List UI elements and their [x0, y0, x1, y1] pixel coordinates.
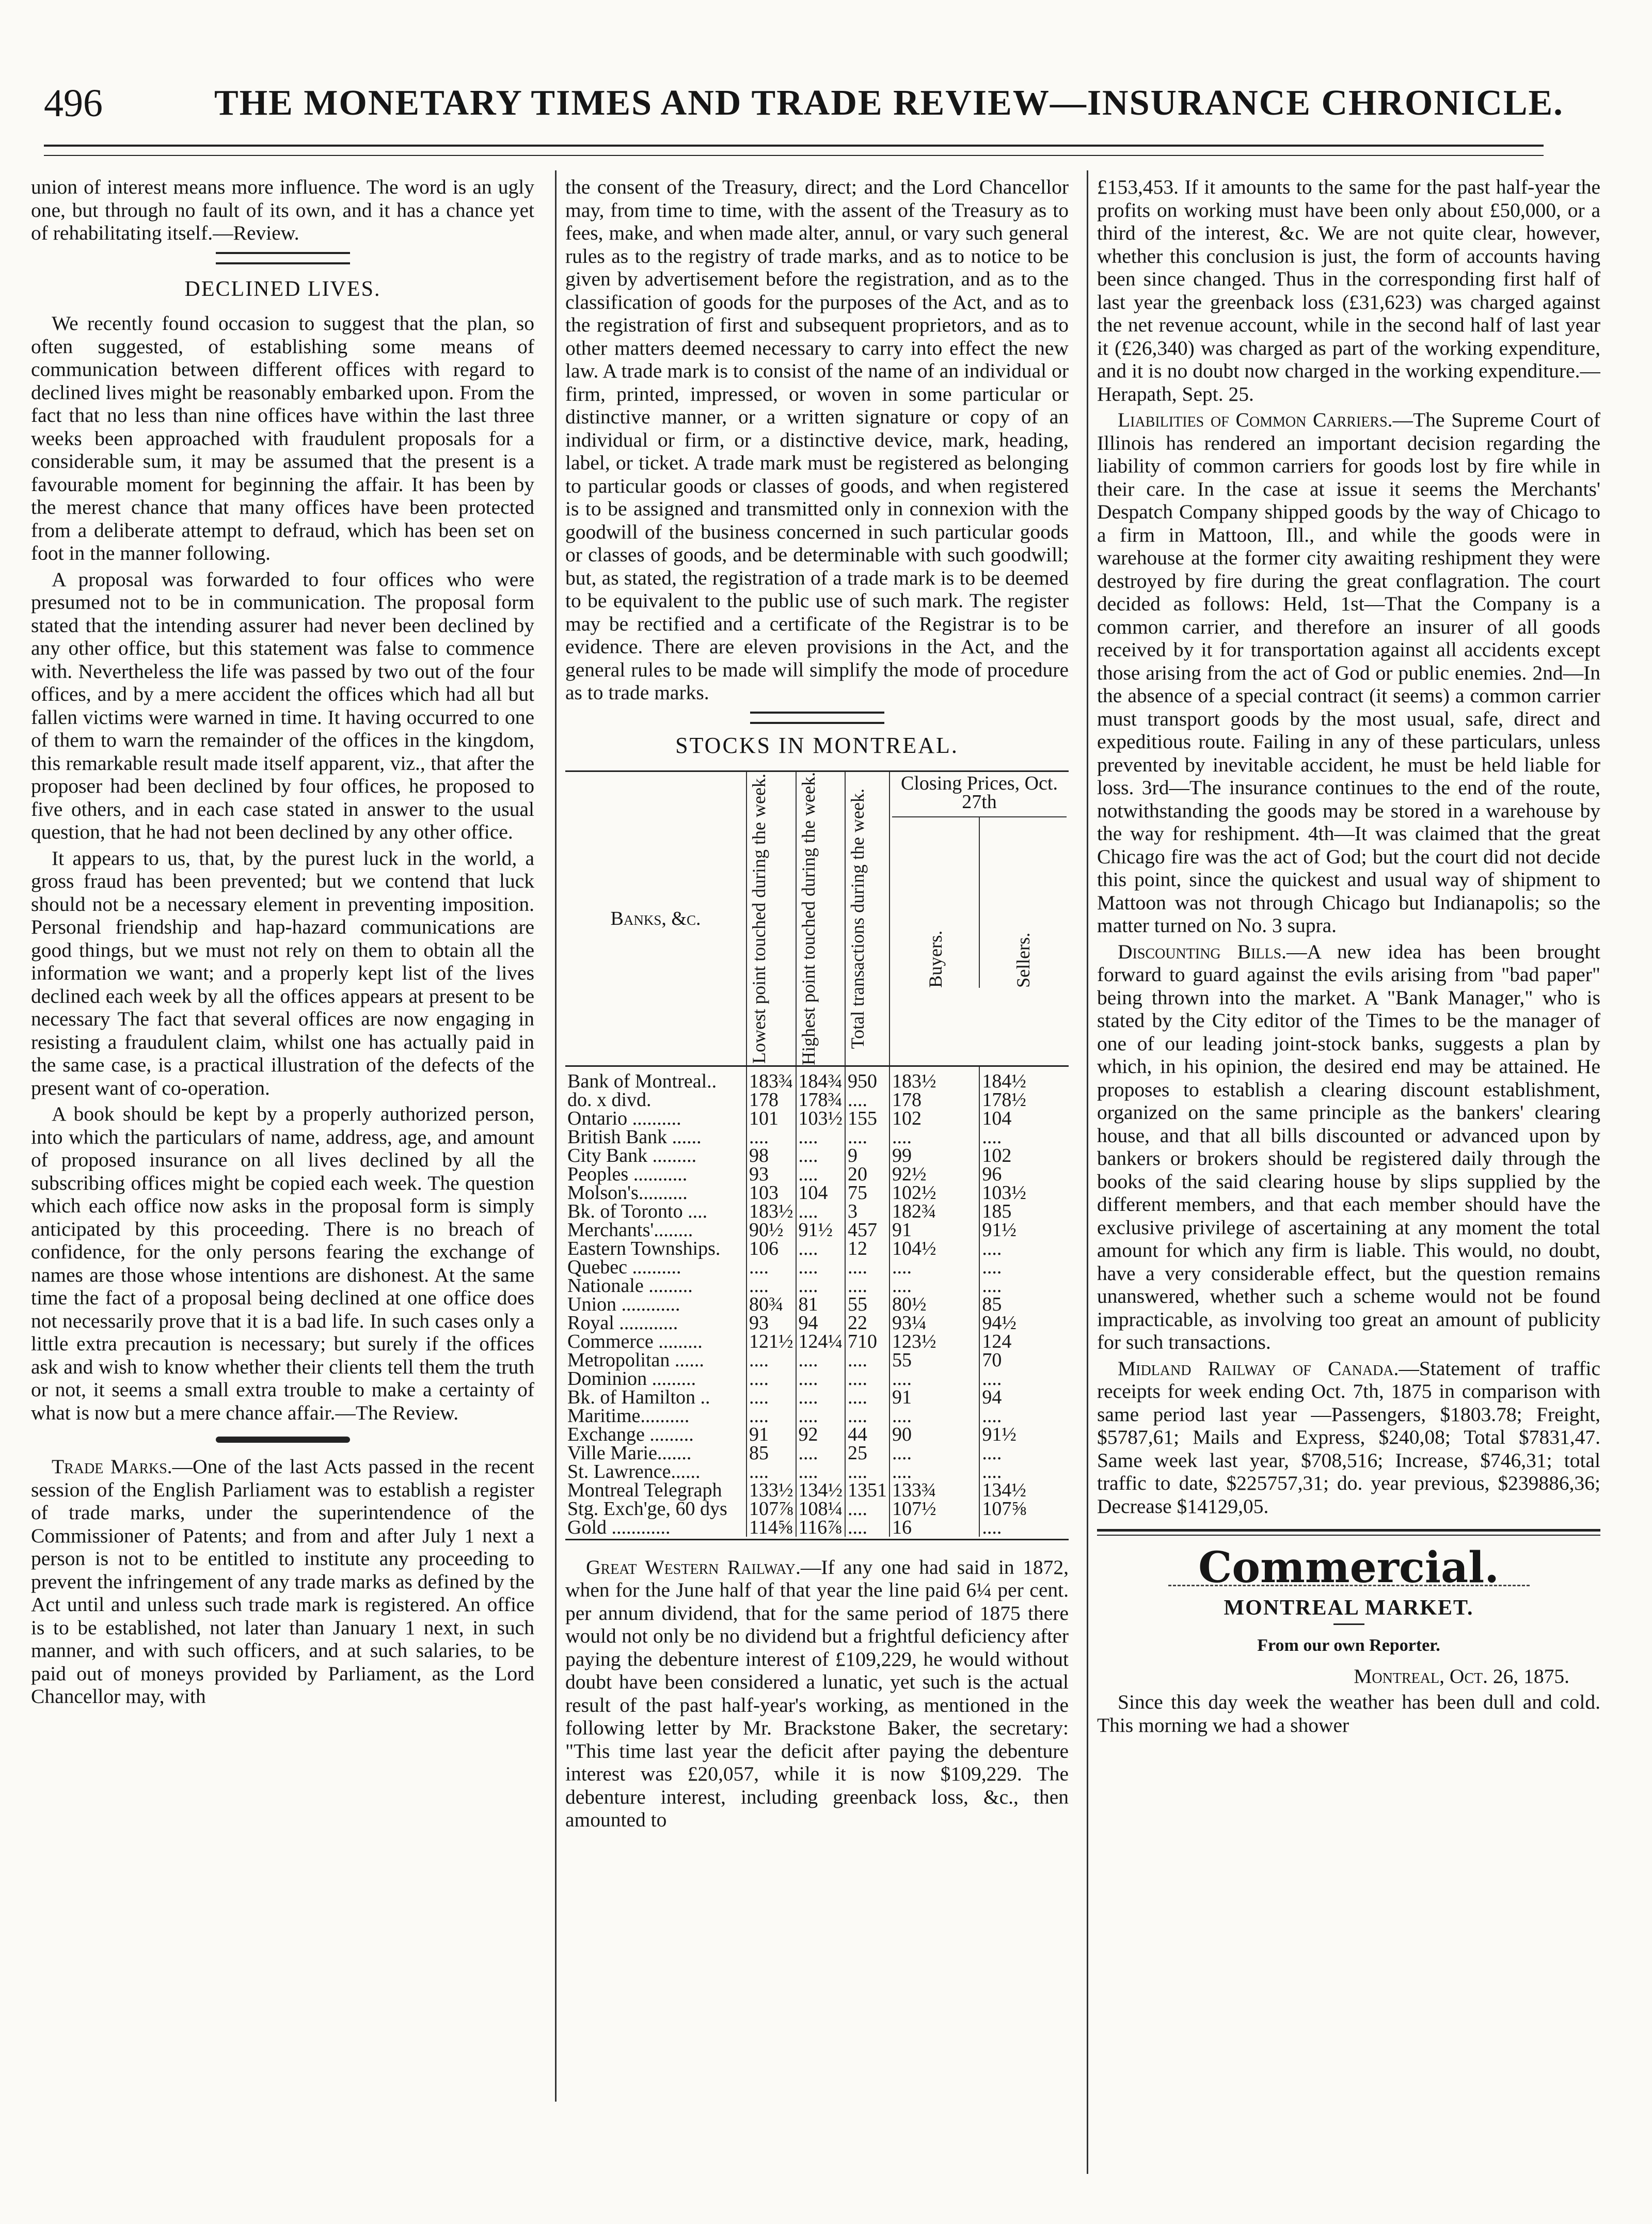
cell-high: .... [796, 1369, 846, 1388]
paragraph-text: —The Supreme Court of Illinois has rendered an important decision regarding the liability of common carriers for goods lost by fire while in their care. In the case at issue it seems the Merchants' Despatch Company shipped goods by the way of Chicago to a firm in Mattoon, Ill., and while the goods were in warehouse at the former city awaiting reshipment they were destroyed by fire during the great conflagration. The court decided as follows: Held, 1st—That the Company is a common carrier, and therefore an insurer of all goods received by it for transportation against all accidents except those arising from the act of God or public enemies. 2nd—In the absence of a special contract (it seems) a common carrier must transport goods by the most usual, safe, direct and expeditious route. Failing in any of these particulars, unless prevented by inevitable accident, he must be held liable for loss. 3rd—The insurance continues to the end of the route, notwithstanding the goods may be stored in a warehouse by the way for reshipment. 4th—It was claimed that the great Chicago fire was the act of God; but the court did not decide this point, since the quickest and usual way of shipment to Mattoon was not through Chicago but Indianapolis; so the matter turned on No. 3 supra. [1097, 408, 1600, 937]
cell-low: 107⅞ [746, 1500, 796, 1518]
running-title: THE MONETARY TIMES AND TRADE REVIEW—INSURANCE CHRONICLE. [214, 83, 1564, 123]
table-row [565, 1518, 1069, 1537]
table-row [565, 1165, 1069, 1184]
section-ornament [216, 252, 350, 264]
cell-sell: 103½ [979, 1184, 1069, 1202]
run-in-heading: Trade Marks. [52, 1455, 172, 1478]
cell-high: 103½ [796, 1109, 846, 1128]
header-closing: Closing Prices, Oct. 27th [892, 772, 1067, 817]
cell-high: .... [796, 1351, 846, 1369]
header-lowest: Lowest point touched during the week. [749, 774, 769, 1064]
section-ornament [750, 712, 884, 724]
cell-name: Ville Marie....... [567, 1442, 692, 1464]
table-row [565, 1202, 1069, 1221]
column-middle [565, 176, 1069, 2102]
cell-total: 55 [845, 1295, 889, 1314]
cell-high: 124¼ [796, 1332, 846, 1351]
cell-high: 104 [796, 1184, 846, 1202]
column-divider [555, 170, 557, 2102]
cell-sell: .... [979, 1407, 1069, 1425]
cell-high: .... [796, 1202, 846, 1221]
cell-name: Peoples ........... [567, 1163, 688, 1185]
table-row [565, 1444, 1069, 1462]
cell-buy: 16 [889, 1518, 979, 1537]
cell-name: Bk. of Hamilton .. [567, 1386, 710, 1408]
cell-total: 12 [845, 1239, 889, 1258]
cell-buy: 91 [889, 1221, 979, 1239]
table-row [565, 1462, 1069, 1481]
cell-high: 81 [796, 1295, 846, 1314]
cell-low: .... [746, 1258, 796, 1276]
cell-total: .... [845, 1258, 889, 1276]
table-row [565, 1276, 1069, 1295]
paragraph-gwr [565, 1556, 1069, 1832]
small-rule [1333, 1623, 1364, 1625]
cell-high: .... [796, 1462, 846, 1481]
cell-total: 25 [845, 1444, 889, 1462]
cell-sell: 178½ [979, 1091, 1069, 1109]
section-ornament [216, 1437, 350, 1443]
cell-total: 1351 [845, 1481, 889, 1500]
cell-high: .... [796, 1407, 846, 1425]
cell-high: .... [796, 1276, 846, 1295]
cell-total: .... [845, 1388, 889, 1407]
cell-sell: 91½ [979, 1221, 1069, 1239]
paragraph-text: —If any one had said in 1872, when for the June half of that year the line paid 6¼ per cent. per annum dividend, that for the same period of 1875 there would not only be no dividend but a frightful deficiency after paying the debenture interest of £109,229, he would without doubt have been considered a lunatic, yet such is the actual result of the past half-year's working, as mentioned in the following letter by Mr. Brackstone Baker, the secretary: "This time last year the deficit after paying the debenture interest was £20,057, while it is now $109,229. The debenture interest, including greenback loss, &c., then amounted to [565, 1555, 1069, 1832]
cell-name: Merchants'........ [567, 1219, 693, 1241]
paragraph: A book should be kept by a properly authorized person, into which the particulars of name, address, age, and amount of proposed insurance on all lives declined by all the subscribing offices might be copied each week. The question which each office now asks in the proposal form is simply anticipated by this proceeding. There is no breach of confidence, for the only persons fearing the exchange of names are those whose intentions are dishonest. At the same time the fact of a proposal being declined at one office does not necessarily prove that it is a bad life. In such cases only a little extra precaution is necessary; but surely if the offices ask and wish to know whether their clients tell them the truth or not, it seems a small extra trouble to make a certainty of what is now but a mere chance affair.—The Review. [31, 1102, 534, 1424]
cell-high: 108¼ [796, 1500, 846, 1518]
cell-low: 183¾ [746, 1066, 796, 1091]
table-row [565, 1184, 1069, 1202]
cell-sell: 184½ [979, 1066, 1069, 1091]
cell-sell: .... [979, 1276, 1069, 1295]
cell-buy: 92½ [889, 1165, 979, 1184]
cell-buy: 182¾ [889, 1202, 979, 1221]
stocks-table [565, 770, 1069, 1537]
cell-name: Stg. Exch'ge, 60 dys [567, 1497, 727, 1520]
paragraph-discounting [1097, 940, 1600, 1354]
cell-high: .... [796, 1239, 846, 1258]
cell-low: 90½ [746, 1221, 796, 1239]
cell-sell: 91½ [979, 1425, 1069, 1444]
cell-total: 9 [845, 1146, 889, 1165]
cell-high: 134½ [796, 1481, 846, 1500]
cell-buy: .... [889, 1276, 979, 1295]
cell-total: .... [845, 1369, 889, 1388]
cell-low: .... [746, 1407, 796, 1425]
cell-name: Gold ............ [567, 1516, 671, 1538]
table-row [565, 1332, 1069, 1351]
table-row [565, 1128, 1069, 1146]
cell-name: Molson's.......... [567, 1181, 688, 1204]
cell-high: .... [796, 1258, 846, 1276]
table-row [565, 1388, 1069, 1407]
cell-buy: 80½ [889, 1295, 979, 1314]
cell-buy: 102½ [889, 1184, 979, 1202]
run-in-heading: Midland Railway of Canada. [1118, 1357, 1399, 1380]
paragraph: A proposal was forwarded to four offices who were presumed not to be in communication. The proposal form stated that the intending assurer had never been declined by any other office, but this statement was false to commence with. Nevertheless the life was passed by two out of the four offices, and by a mere accident the offices which had all but fallen victims were warned in time. It having occurred to one of them to warn the remainder of the offices in the kingdom, this remarkable result made itself apparent, viz., that after the proposer had been declined by four offices, he proposed to five others, and in each case stated in answer to the usual question, that he had not been declined by any other office. [31, 567, 534, 843]
cell-buy: 99 [889, 1146, 979, 1165]
table-row [565, 1369, 1069, 1388]
paragraph: It appears to us, that, by the purest luck in the world, a gross fraud has been prevented; but we contend that luck should not be a necessary element in preventing imposition. Personal friendship and hap-hazard communications are good things, but we must not rely on them to obtain all the information we want; and a properly kept list of the lives declined each week by all the offices appears at present to be necessary The fact that several offices are now engaging in resisting a fraudulent claim, whilst one has actually paid in the same case, is a practical illustration of the defects of the present want of co-operation. [31, 846, 534, 1099]
cell-name: Union ............ [567, 1293, 680, 1315]
cell-total: 20 [845, 1165, 889, 1184]
run-in-heading: Great Western Railway. [586, 1555, 801, 1579]
cell-total: 155 [845, 1109, 889, 1128]
cell-name: Eastern Townships. [567, 1237, 721, 1259]
cell-low: 178 [746, 1091, 796, 1109]
cell-high: .... [796, 1388, 846, 1407]
cell-total: .... [845, 1500, 889, 1518]
header-rule [44, 145, 1544, 147]
cell-high: 116⅞ [796, 1518, 846, 1537]
cell-name: Quebec .......... [567, 1256, 681, 1278]
commercial-heading: Commercial. [1198, 1543, 1499, 1592]
cell-total: 44 [845, 1425, 889, 1444]
cell-sell: 134½ [979, 1481, 1069, 1500]
cell-buy: .... [889, 1444, 979, 1462]
cell-buy: .... [889, 1407, 979, 1425]
cell-low: .... [746, 1351, 796, 1369]
header-buyers: Buyers. [925, 930, 946, 988]
table-row [565, 1221, 1069, 1239]
cell-name: Ontario .......... [567, 1107, 681, 1129]
cell-sell: 85 [979, 1295, 1069, 1314]
cell-low: .... [746, 1128, 796, 1146]
cell-low: 103 [746, 1184, 796, 1202]
cell-name: City Bank ......... [567, 1144, 697, 1166]
cell-low: .... [746, 1369, 796, 1388]
cell-total: 457 [845, 1221, 889, 1239]
cell-high: 92 [796, 1425, 846, 1444]
cell-low: 101 [746, 1109, 796, 1128]
cell-low: 85 [746, 1444, 796, 1462]
header-rule-thin [44, 155, 1544, 156]
cell-high: .... [796, 1146, 846, 1165]
cell-sell: .... [979, 1462, 1069, 1481]
cell-buy: .... [889, 1369, 979, 1388]
table-row [565, 1425, 1069, 1444]
cell-name: Royal ............ [567, 1312, 678, 1334]
table-row [565, 1500, 1069, 1518]
cell-low: 183½ [746, 1202, 796, 1221]
cell-high: 184¾ [796, 1066, 846, 1091]
header-total: Total transactions during the week. [847, 788, 868, 1049]
cell-name: Metropolitan ...... [567, 1349, 704, 1371]
table-row [565, 1295, 1069, 1314]
cell-low: 93 [746, 1165, 796, 1184]
cell-high: .... [796, 1128, 846, 1146]
cell-name: St. Lawrence...... [567, 1460, 701, 1482]
table-row [565, 1066, 1069, 1091]
cell-total: .... [845, 1351, 889, 1369]
cell-name: Nationale ......... [567, 1274, 693, 1297]
cell-high: 94 [796, 1314, 846, 1332]
cell-buy: 102 [889, 1109, 979, 1128]
paragraph-trade-marks [31, 1455, 534, 1708]
cell-buy: 91 [889, 1388, 979, 1407]
header-highest: Highest point touched during the week. [798, 772, 819, 1065]
section-title-declined-lives: DECLINED LIVES. [184, 277, 381, 301]
cell-buy: 178 [889, 1091, 979, 1109]
table-row [565, 1351, 1069, 1369]
paragraph: We recently found occasion to suggest that the plan, so often suggested, of establishing some means of communication between different offices with regard to declined lives might be reasonably embarked upon. From the fact that no less than nine offices have within the last three weeks been approached with fraudulent proposals for a considerable sum, it may be assumed that the present is a favourable moment for beginning the affair. It has been by the merest chance that many offices have been protected from a deliberate attempt to defraud, which has been set on foot in the manner following. [31, 312, 534, 564]
cell-high: .... [796, 1444, 846, 1462]
cell-total: 710 [845, 1332, 889, 1351]
cell-buy: 123½ [889, 1332, 979, 1351]
page-number: 496 [44, 82, 103, 125]
cell-high: 91½ [796, 1221, 846, 1239]
section-rule [1097, 1529, 1600, 1536]
table-row [565, 1091, 1069, 1109]
cell-sell: 96 [979, 1165, 1069, 1184]
column-right [1097, 176, 1600, 2179]
paragraph-text: —A new idea has been brought forward to guard against the evils arising from "bad paper" being thrown into the market. A "Bank Manager," who is stated by the City editor of the Times to be the manager of one of our leading joint-stock banks, suggests a plan by which, in his opinion, the desired end may be attained. He proposes to establish a clearing discount establishment, organized on the same principle as the bankers' clearing house, and that all bills discounted or advanced upon by bankers or brokers should be registered daily through the books of the said clearing house by slips supplied by the different members, and that each member should have the exclusive privilege of ascertaining at any moment the total amount for which any firm is liable. This would, no doubt, have a very considerable effect, but the question remains unanswered, whether such a scheme would not be found impracticable, as involving too great an amount of publicity for such transactions. [1097, 940, 1600, 1353]
paragraph: the consent of the Treasury, direct; and the Lord Chancellor may, from time to time, with the assent of the Treasury as to fees, make, and when made alter, annul, or vary such general rules as to the registry of trade marks, and as to notice to be given by advertisement before the registration, and as to the classification of goods for the purposes of the Act, and as to the registration of first and subsequent proprietors, and as to other matters deemed necessary to carry into effect the new law. A trade mark is to consist of the name of an individual or firm, printed, impressed, or woven in some particular or distinctive manner, or a written signature or copy of an individual or firm, or a distinctive device, mark, heading, label, or ticket. A trade mark must be registered as belonging to particular goods or classes of goods, and when registered is to be assigned and transmitted only in connexion with the goodwill of the business concerned in such particular goods or classes of goods, and be determinable with such goodwill; but, as stated, the registration of a trade mark is to be deemed to be equivalent to the public use of such mark. The register may be rectified and a certificate of the Registrar is to be evidence. There are eleven provisions in the Act, and the general rules to be made will simplify the mode of procedure as to trade marks. [565, 176, 1069, 704]
cell-name: Commerce ......... [567, 1330, 703, 1352]
cell-buy: 107½ [889, 1500, 979, 1518]
cell-sell: .... [979, 1369, 1069, 1388]
cell-buy: .... [889, 1462, 979, 1481]
cell-total: 75 [845, 1184, 889, 1202]
paragraph: Since this day week the weather has been dull and cold. This morning we had a shower [1097, 1691, 1600, 1737]
cell-sell: .... [979, 1128, 1069, 1146]
header-banks: Banks, &c. [610, 907, 701, 929]
cell-buy: 90 [889, 1425, 979, 1444]
cell-total: .... [845, 1462, 889, 1481]
dateline: Montreal, Oct. 26, 1875. [1354, 1664, 1569, 1687]
intro-paragraph: union of interest means more influence. The word is an ugly one, but through no fault of its own, and it has a chance yet of rehabilitating itself.—Review. [31, 176, 534, 244]
cell-name: British Bank ...... [567, 1126, 702, 1148]
cell-total: .... [845, 1407, 889, 1425]
cell-low: 114⅝ [746, 1518, 796, 1537]
cell-total: .... [845, 1128, 889, 1146]
page-header [44, 77, 1564, 134]
cell-total: 950 [845, 1066, 889, 1091]
cell-sell: 185 [979, 1202, 1069, 1221]
paragraph-text: —One of the last Acts passed in the recent session of the English Parliament was to establish a register of trade marks, under the superintendence of the Commissioner of Patents; and from and after July 1 next a person is not to be entitled to institute any proceeding to prevent the infringement of any trade marks as defined by the Act until and unless such trade mark is registered. An office is to be established, not later than January 1 next, in such manner, and with such officers, and at such salaries, to be paid out of moneys provided by Parliament, as the Lord Chancellor may, with [31, 1455, 534, 1708]
cell-buy: 133¾ [889, 1481, 979, 1500]
column-left [31, 176, 534, 2102]
cell-low: .... [746, 1276, 796, 1295]
cell-name: Montreal Telegraph [567, 1479, 722, 1501]
cell-buy: 104½ [889, 1239, 979, 1258]
paragraph-liabilities [1097, 408, 1600, 937]
cell-sell: .... [979, 1239, 1069, 1258]
paragraph: £153,453. If it amounts to the same for the past half-year the profits on working must have been only about £50,000, or a third of the interest, &c. We are not quite clear, however, whether this conclusion is just, the form of accounts having been since changed. Thus in the corresponding first half of last year the greenback loss (£31,623) was charged against the net revenue account, while in the second half of last year it (£26,340) was charged as part of the working expenditure, and it is no doubt now charged in the working expenditure.—Herapath, Sept. 25. [1097, 176, 1600, 405]
run-in-heading: Discounting Bills. [1118, 940, 1287, 963]
cell-low: 91 [746, 1425, 796, 1444]
cell-total: .... [845, 1518, 889, 1537]
table-row [565, 1258, 1069, 1276]
cell-buy: 93¼ [889, 1314, 979, 1332]
table-row [565, 1314, 1069, 1332]
market-title: MONTREAL MARKET. [1224, 1596, 1474, 1620]
table-row [565, 1481, 1069, 1500]
cell-sell: .... [979, 1444, 1069, 1462]
cell-sell: 94 [979, 1388, 1069, 1407]
column-divider [1087, 170, 1088, 2174]
cell-low: 93 [746, 1314, 796, 1332]
cell-sell: .... [979, 1518, 1069, 1537]
cell-sell: 102 [979, 1146, 1069, 1165]
table-row [565, 1239, 1069, 1258]
table-header [565, 771, 1069, 1066]
cell-sell: .... [979, 1258, 1069, 1276]
cell-sell: 107⅝ [979, 1500, 1069, 1518]
cell-total: .... [845, 1091, 889, 1109]
cell-sell: 124 [979, 1332, 1069, 1351]
table-bottom-rule [565, 1539, 1069, 1540]
cell-name: Bk. of Toronto .... [567, 1200, 708, 1222]
cell-high: 178¾ [796, 1091, 846, 1109]
cell-low: 106 [746, 1239, 796, 1258]
cell-name: Bank of Montreal.. [567, 1070, 717, 1092]
cell-sell: 70 [979, 1351, 1069, 1369]
run-in-heading: Liabilities of Common Carriers. [1118, 408, 1393, 431]
cell-low: 133½ [746, 1481, 796, 1500]
paragraph-midland [1097, 1357, 1600, 1518]
cell-buy: .... [889, 1128, 979, 1146]
cell-buy: 55 [889, 1351, 979, 1369]
cell-buy: 183½ [889, 1066, 979, 1091]
header-sellers: Sellers. [1013, 933, 1034, 988]
cell-sell: 94½ [979, 1314, 1069, 1332]
cell-low: 121½ [746, 1332, 796, 1351]
stocks-title: STOCKS IN MONTREAL. [675, 732, 959, 758]
cell-name: Maritime.......... [567, 1405, 690, 1427]
cell-high: .... [796, 1165, 846, 1184]
cell-low: 80¾ [746, 1295, 796, 1314]
cell-low: 98 [746, 1146, 796, 1165]
cell-low: .... [746, 1462, 796, 1481]
cell-name: Exchange ......... [567, 1423, 694, 1445]
table-row [565, 1109, 1069, 1128]
cell-total: 3 [845, 1202, 889, 1221]
cell-name: do. x divd. [567, 1089, 652, 1111]
table-row [565, 1146, 1069, 1165]
table-row [565, 1407, 1069, 1425]
cell-low: .... [746, 1388, 796, 1407]
cell-total: .... [845, 1276, 889, 1295]
reporter-line: From our own Reporter. [1257, 1636, 1440, 1655]
cell-sell: 104 [979, 1109, 1069, 1128]
paragraph-text: —Statement of traffic receipts for week ending Oct. 7th, 1875 in comparison with same period last year —Passengers, $1803.78; Freight, $5787,61; Mails and Express, $240,08; Total $7831,47. Same week last year, $708,516; Increase, $746,31; total traffic to date, $225757,31; do. year previous, $239886,36; Decrease $14129,05. [1097, 1357, 1600, 1518]
cell-total: 22 [845, 1314, 889, 1332]
cell-buy: .... [889, 1258, 979, 1276]
cell-name: Dominion ......... [567, 1367, 696, 1390]
